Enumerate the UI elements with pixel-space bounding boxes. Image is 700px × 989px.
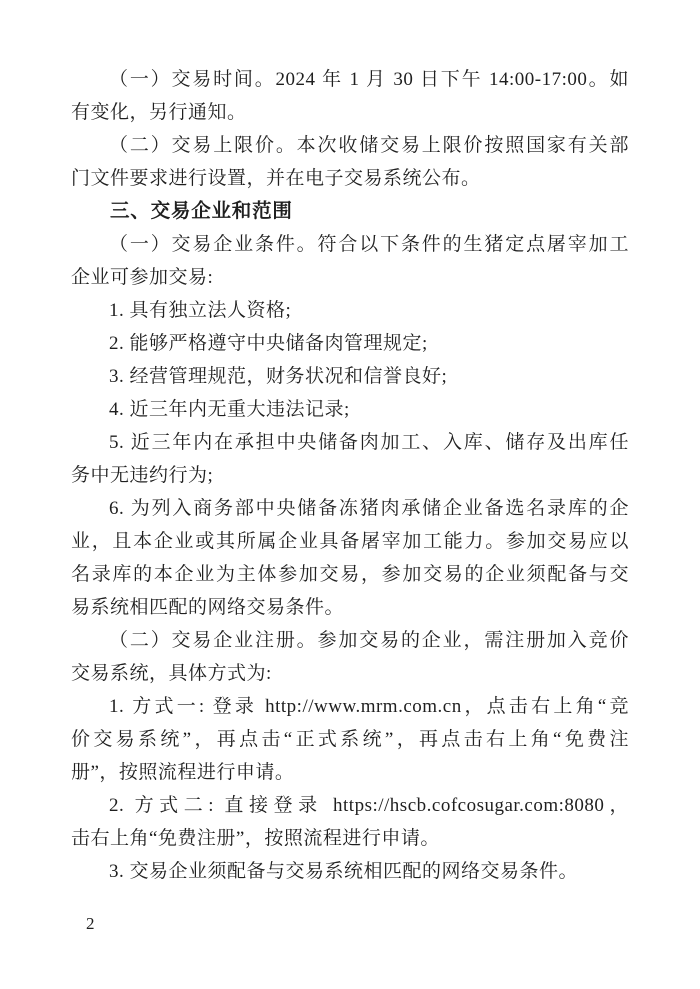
condition-item-4: 4. 近三年内无重大违法记录; bbox=[109, 399, 350, 420]
paragraph-enterprise-conditions-line-2: 企业可参加交易: bbox=[71, 267, 214, 288]
condition-item-3: 3. 经营管理规范，财务状况和信誉良好; bbox=[109, 366, 448, 387]
condition-item-5-line-2: 务中无违约行为; bbox=[71, 465, 214, 486]
condition-item-5-line-1: 5. 近三年内在承担中央储备肉加工、入库、储存及出库任 bbox=[109, 432, 629, 453]
page-number: 2 bbox=[86, 914, 95, 933]
condition-item-6-line-2: 业，且本企业或其所属企业具备屠宰加工能力。参加交易应以 bbox=[71, 531, 629, 552]
paragraph-price-cap-line-2: 门文件要求进行设置，并在电子交易系统公布。 bbox=[71, 168, 481, 189]
condition-item-6-line-1: 6. 为列入商务部中央储备冻猪肉承储企业备选名录库的企 bbox=[109, 498, 629, 519]
condition-item-6-line-3: 名录库的本企业为主体参加交易，参加交易的企业须配备与交 bbox=[71, 564, 629, 585]
registration-method-1-line-3: 册”，按照流程进行申请。 bbox=[71, 762, 295, 783]
paragraph-registration-line-2: 交易系统，具体方式为: bbox=[71, 663, 272, 684]
paragraph-enterprise-conditions-line-1: （一）交易企业条件。符合以下条件的生猪定点屠宰加工 bbox=[109, 234, 629, 255]
registration-method-1-line-1: 1. 方式一: 登录 http://www.mrm.com.cn，点击右上角“竞 bbox=[109, 696, 629, 717]
condition-item-2: 2. 能够严格遵守中央储备肉管理规定; bbox=[109, 333, 428, 354]
registration-method-2-line-1: 2. 方式二: 直接登录 https://hscb.cofcosugar.com:8080， bbox=[109, 795, 629, 816]
registration-method-1-line-2: 价交易系统”，再点击“正式系统”，再点击右上角“免费注 bbox=[71, 729, 629, 750]
registration-method-2-line-2: 击右上角“免费注册”，按照流程进行申请。 bbox=[71, 828, 440, 849]
paragraph-trade-time-line-1: （一）交易时间。2024 年 1 月 30 日下午 14:00-17:00。如 bbox=[109, 69, 629, 90]
section-heading-3: 三、交易企业和范围 bbox=[110, 200, 293, 222]
paragraph-price-cap-line-1: （二）交易上限价。本次收储交易上限价按照国家有关部 bbox=[109, 135, 629, 156]
document-body bbox=[71, 63, 629, 888]
condition-item-6-line-4: 易系统相匹配的网络交易条件。 bbox=[71, 597, 345, 618]
paragraph-trade-time-line-2: 有变化，另行通知。 bbox=[71, 102, 247, 123]
condition-item-1: 1. 具有独立法人资格; bbox=[109, 300, 292, 321]
registration-item-3: 3. 交易企业须配备与交易系统相匹配的网络交易条件。 bbox=[109, 861, 579, 882]
paragraph-registration-line-1: （二）交易企业注册。参加交易的企业，需注册加入竞价 bbox=[109, 630, 629, 651]
